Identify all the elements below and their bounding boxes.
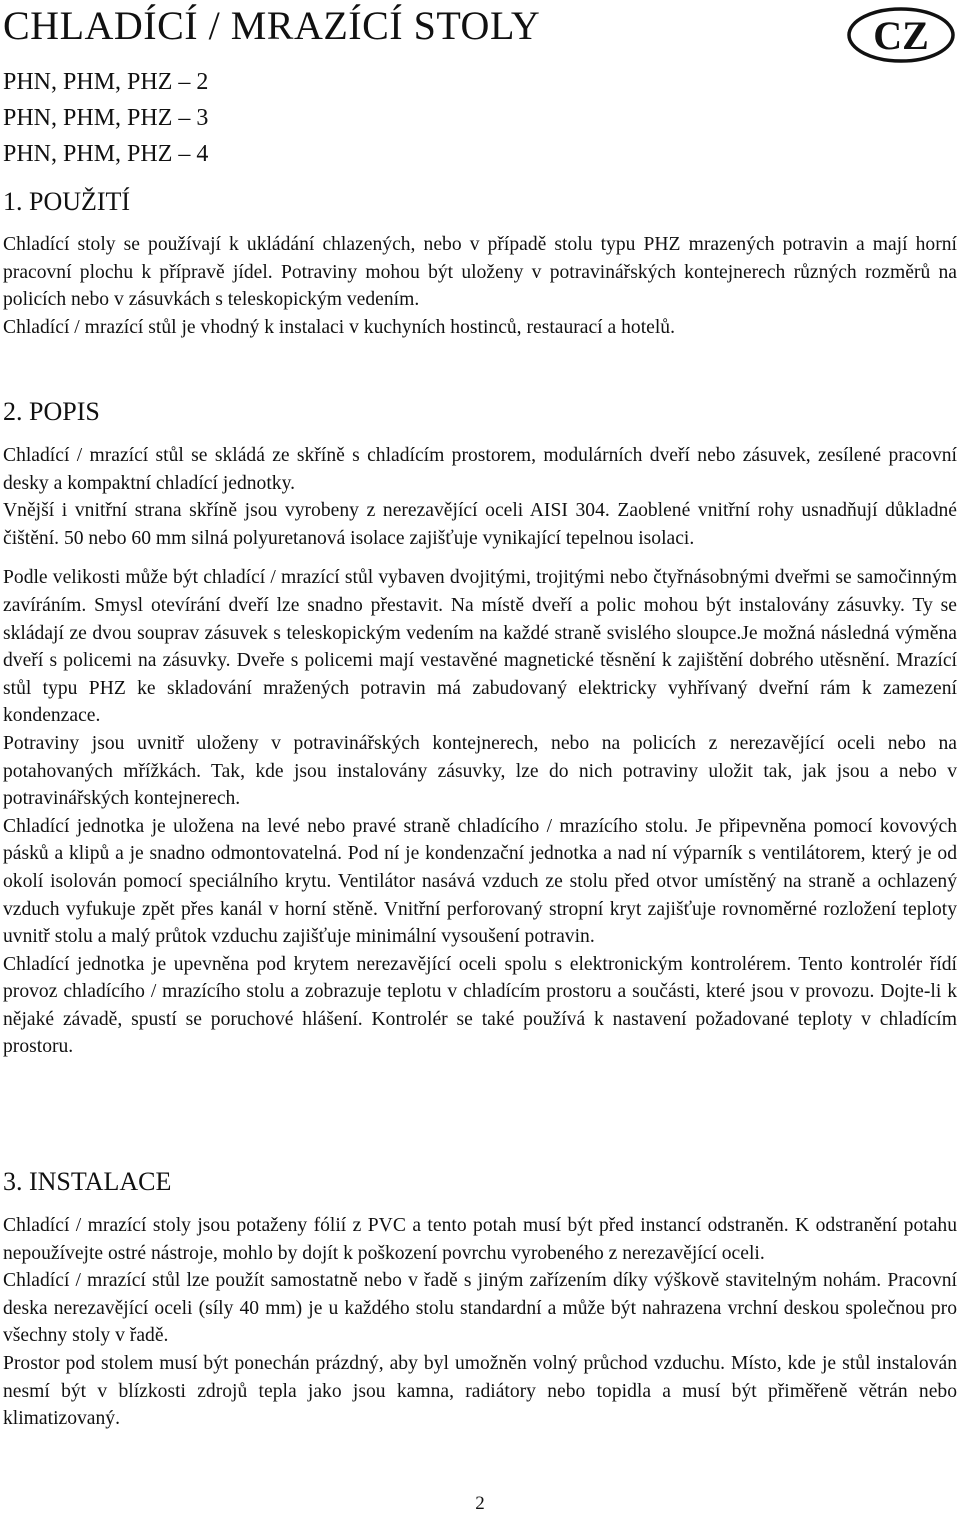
paragraph: Potraviny jsou uvnitř uloženy v potravinářských kontejnerech, nebo na policích z nerezavějící oceli nebo na potahovaných mřížkách. Tak, kde jsou instalovány zásuvky, lze do nich potraviny uložit tak, jak jsou a nebo v potravinářských kontejnerech. <box>3 732 957 810</box>
paragraph: Vnější i vnitřní strana skříně jsou vyrobeny z nerezavějící oceli AISI 304. Zaoblené vnitřní rohy usnadňují důkladné čištění. 50 nebo 60 mm silná polyuretanová isolace zajišťuje vynikající tepelnou isolaci. <box>3 500 957 549</box>
section-body-pouziti <box>3 231 957 341</box>
section-heading-pouziti: 1. POUŽITÍ <box>3 187 131 216</box>
paragraph: Chladící stoly se používají k ukládání chlazených, nebo v případě stolu typu PHZ mrazených potravin a mají horní pracovní plochu k přípravě jídel. Potraviny mohou být uloženy v potravinářských kontejnerech různých rozměrů na policích nebo v zásuvkách s teleskopickým vedením. <box>3 234 957 311</box>
model-line: PHN, PHM, PHZ – 3 <box>3 105 209 131</box>
paragraph: Chladící jednotka je upevněna pod krytem nerezavějící oceli spolu s elektronickým kontrolérem. Tento kontrolér řídí provoz chladícího / mrazícího stolu a zobrazuje teplotu v chladícím prostoru a součásti, které jsou v provozu. Dojte-li k nějaké závadě, spustí se poruchové hlášení. Kontrolér se také používá k nastavení požadované teploty v chladícím prostoru. <box>3 953 957 1058</box>
paragraph: Chladící / mrazící stůl je vhodný k instalaci v kuchyních hostinců, restaurací a hotelů. <box>3 316 675 338</box>
section-body-instalace <box>3 1212 957 1433</box>
paragraph: Podle velikosti může být chladící / mrazící stůl vybaven dvojitými, trojitými nebo čtyřnásobnými dveřmi se samočinným zavíráním. Smysl otevírání dveří lze snadno přestavit. Na místě dveří a polic mohou být instalovány zásuvky. Ty se skládají ze dvou souprav zásuvek s teleskopickým vedením na každé straně svislého sloupce.Je možná následná výměna dveří s policemi na zásuvky. Dveře s policemi mají vestavěné magnetické těsnění k zajištění dobrého utěsnění. Mrazící stůl typu PHZ ke skladování mražených potravin má zabudovaný elektricky vyhřívaný dveřní rám k zamezení kondenzace. <box>3 567 957 727</box>
paragraph: Prostor pod stolem musí být ponechán prázdný, aby byl umožněn volný průchod vzduchu. Místo, kde je stůl instalován nesmí být v blízkosti zdrojů tepla jako jsou kamna, radiátory nebo topidla a musí být přiměřeně větrán nebo klimatizovaný. <box>3 1352 957 1430</box>
paragraph: Chladící / mrazící stoly jsou potaženy fólií z PVC a tento potah musí být před instancí odstraněn. K odstranění potahu nepoužívejte ostré nástroje, mohlo by dojít k poškození povrchu vyrobeného z nerezavějící oceli. <box>3 1215 957 1264</box>
paragraph: Chladící / mrazící stůl lze použít samostatně nebo v řadě s jiným zařízením díky výškově stavitelným nohám. Pracovní deska nerezavějící oceli (síly 40 mm) je u každého stolu standardní a může být nahrazena vrchní deskou společnou pro všechny stoly v řadě. <box>3 1270 957 1347</box>
model-list <box>3 64 208 172</box>
cz-logo <box>846 6 956 64</box>
section-heading-instalace: 3. INSTALACE <box>3 1167 172 1196</box>
paragraph: Chladící / mrazící stůl se skládá ze skříně s chladícím prostorem, modulárních dveří nebo zásuvek, zesílené pracovní desky a kompaktní chladící jednotky. <box>3 445 957 494</box>
page-number: 2 <box>475 1493 485 1514</box>
logo-text: CZ <box>873 13 929 58</box>
document-title: CHLADÍCÍ / MRAZÍCÍ STOLY <box>3 3 541 48</box>
section-heading-popis: 2. POPIS <box>3 397 100 426</box>
model-line: PHN, PHM, PHZ – 4 <box>3 141 209 167</box>
model-line: PHN, PHM, PHZ – 2 <box>3 69 209 95</box>
section-body-popis <box>3 442 957 1061</box>
paragraph: Chladící jednotka je uložena na levé nebo pravé straně chladícího / mrazícího stolu. Je připevněna pomocí kovových pásků a klipů a je snadno odmontovatelná. Pod ní je kondenzační jednotka a nad ní výparník s ventilátorem, který je od okolí isolován pomocí speciálního krytu. Ventilátor nasává vzduch ze stolu před otvor umístěný na straně a ochlazený vzduch vyfukuje zpět přes kanál v horní stěně. Vnitřní perforovaný stropní kryt zajišťuje rovnoměrné rozložení teploty uvnitř stolu a malý průtok vzduchu zajišťuje minimální vysoušení potravin. <box>3 815 957 948</box>
